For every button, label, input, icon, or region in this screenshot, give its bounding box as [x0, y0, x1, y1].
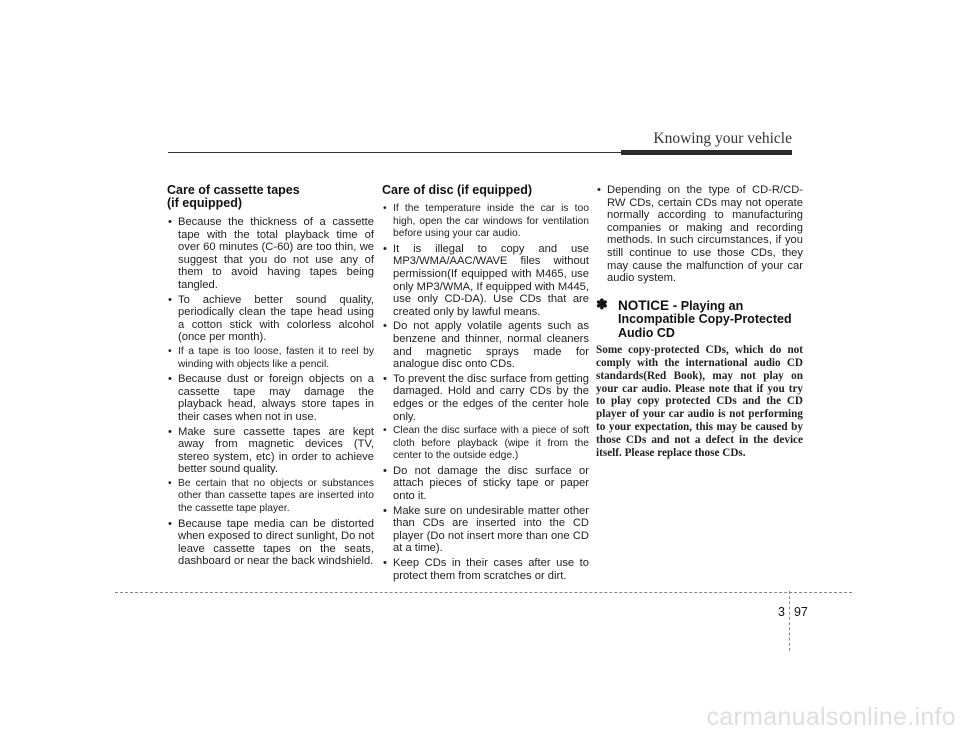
list-item: • To achieve better sound quality, periodically clean the tape head using a cotton stick with colorless alcohol (once per month).	[167, 294, 374, 344]
list-item: • Be certain that no objects or substances other than cassette tapes are inserted into the cassette tape player.	[167, 478, 374, 516]
notice-title-line1: Playing an	[680, 298, 744, 313]
notice-star-icon: ✽	[596, 295, 608, 312]
list-item: • Make sure on undesirable matter other than CDs are inserted into the CD player (Do not insert more than one CD at a time).	[382, 505, 589, 555]
list-item: • Do not apply volatile agents such as benzene and thinner, normal cleaners and magnetic sprays made for analogue disc onto CDs.	[382, 320, 589, 370]
column-cassette-care	[167, 184, 374, 570]
disc-list	[382, 203, 589, 582]
notice-title-line2: Incompatible Copy-Protected	[618, 312, 792, 327]
column-disc-care	[382, 184, 589, 584]
cassette-heading-line1: Care of cassette tapes	[167, 183, 300, 197]
header-rule	[168, 152, 621, 153]
column-disc-notice	[596, 184, 803, 459]
list-item: • Keep CDs in their cases after use to protect them from scratches or dirt.	[382, 557, 589, 582]
footer-rule	[115, 592, 852, 593]
list-item: • Make sure cassette tapes are kept away from magnetic devices (TV, stereo system, etc) in order to achieve better sound quality.	[167, 426, 374, 476]
page-index: 97	[793, 605, 808, 619]
list-item: • Because the thickness of a cassette tape with the total playback time of over 60 minutes (C-60) are too thin, we suggest that you do not use any of them to avoid having tapes being tangled.	[167, 216, 374, 292]
watermark: carmanualsonline.info	[706, 703, 956, 731]
list-item: • Clean the disc surface with a piece of soft cloth before playback (wipe it from the center to the outside edge.)	[382, 425, 589, 463]
list-item: • Because dust or foreign objects on a cassette tape may damage the playback head, always store tapes in their cases when not in use.	[167, 373, 374, 423]
notice-label: NOTICE -	[618, 297, 678, 313]
list-item: • Because tape media can be distorted when exposed to direct sunlight, Do not leave cassette tapes on the seats, dashboard or near the back windshield.	[167, 518, 374, 568]
header-bar	[621, 150, 792, 155]
list-item: • If the temperature inside the car is too high, open the car windows for ventilation before using your car audio.	[382, 203, 589, 241]
cassette-heading	[167, 184, 374, 210]
list-item: • If a tape is too loose, fasten it to reel by winding with objects like a pencil.	[167, 346, 374, 371]
notice-title-line3: Audio CD	[618, 325, 675, 340]
page-separator	[789, 591, 790, 651]
notice-body: Some copy-protected CDs, which do not comply with the international audio CD standards(Red Book), may not play on your car audio. Please note that if you try to play copy protected CDs and the CD player of your car audio is not performing to your expectation, this may be caused by those CDs and not a defect in the device itself. Please replace those CDs.	[596, 344, 803, 459]
section-title: Knowing your vehicle	[653, 130, 792, 147]
list-item: • Depending on the type of CD-R/CD-RW CDs, certain CDs may not operate normally according to manufacturing companies or making and recording methods. In such circumstances, if you still continue to use those CDs, they may cause the malfunction of your car audio system.	[596, 184, 803, 285]
list-item: • Do not damage the disc surface or attach pieces of sticky tape or paper onto it.	[382, 465, 589, 503]
cassette-heading-line2: (if equipped)	[167, 196, 242, 210]
page-number	[778, 605, 808, 665]
cassette-list	[167, 216, 374, 568]
chapter-number: 3	[778, 605, 785, 619]
disc-heading: Care of disc (if equipped)	[382, 183, 533, 197]
list-item: • It is illegal to copy and use MP3/WMA/AAC/WAVE files without permission(If equipped with M465, use only MP3/WMA, If equipped with M445, use only CD-DA). Use CDs that are created only by lawful means.	[382, 243, 589, 319]
cd-type-list	[596, 184, 803, 285]
notice-heading	[596, 295, 803, 341]
list-item: • To prevent the disc surface from getting damaged. Hold and carry CDs by the edges or the edges of the center hole only.	[382, 373, 589, 423]
